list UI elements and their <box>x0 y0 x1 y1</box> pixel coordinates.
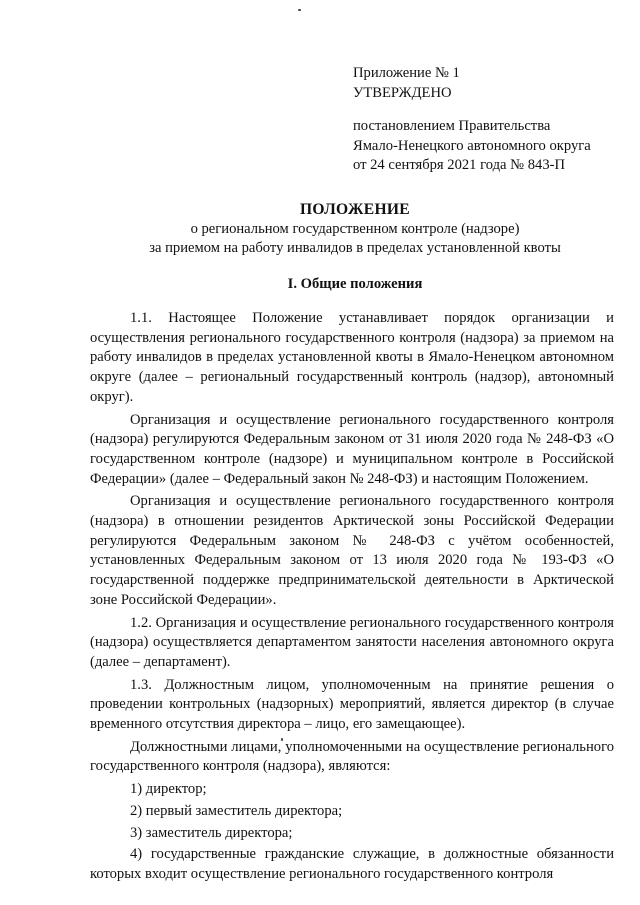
document-subtitle: о региональном государственном контроле (надзоре) <box>190 221 520 237</box>
list-item: 1) директор; <box>130 781 207 798</box>
document-body <box>90 309 614 887</box>
document-title-block <box>90 200 620 258</box>
paragraph: Организация и осуществление регионального государственного контроля (надзора) регулируются Федеральным законом от 31 июля 2020 года № 248-ФЗ «О государственном контроле (надзоре) и муниципальном контроле в Российской Федерации» (далее – Федеральный закон № 248-ФЗ) и настоящим Положением. <box>90 411 614 487</box>
list-item: 2) первый заместитель директора; <box>130 802 343 819</box>
approved-label: УТВЕРЖДЕНО <box>353 85 452 101</box>
document-subtitle: за приемом на работу инвалидов в пределах установленной квоты <box>149 240 561 256</box>
document-title: ПОЛОЖЕНИЕ <box>299 201 411 218</box>
paragraph: 1.3. Должностным лицом, уполномоченным на принятие решения о проведении контрольных (надзорных) мероприятий, является директор (в случае временного отсутствия директора – лицо, его замещающее). <box>90 676 614 733</box>
appendix-label: Приложение № 1 <box>353 65 460 81</box>
scan-speck <box>298 9 301 11</box>
paragraph: Организация и осуществление регионального государственного контроля (надзора) в отношении резидентов Арктической зоны Российской Федерации регулируются Федеральным законом № 248-ФЗ с учётом особенностей, установленных Федеральным законом от 13 июля 2020 года № 193-ФЗ «О государственной поддержке предпринимательской деятельности в Арктической зоне Российской Федерации». <box>90 493 614 608</box>
approval-stamp <box>353 63 623 103</box>
paragraph: 1.1. Настоящее Положение устанавливает порядок организации и осуществления регионального государственного контроля (надзора) за приемом на работу инвалидов в пределах установленной квоты в Ямало-Ненецком автономном округе (далее – региональный государственный контроль (надзор), автономный округ). <box>90 310 614 405</box>
paragraph: Должностными лицами, уполномоченными на осуществление регионального государственного контроля (надзора), являются: <box>90 738 614 775</box>
decree-reference <box>353 117 623 176</box>
list-item: 3) заместитель директора; <box>130 824 293 841</box>
paragraph: 1.2. Организация и осуществление регионального государственного контроля (надзора) осуществляется департаментом занятости населения автономного округа (далее – департамент). <box>90 614 614 670</box>
decree-line: Ямало-Ненецкого автономного округа <box>353 137 591 154</box>
decree-line: от 24 сентября 2021 года № 843-П <box>353 157 566 173</box>
section-heading: I. Общие положения <box>287 276 423 292</box>
list-item: 4) государственные гражданские служащие, в должностные обязанности которых входит осуществление регионального государственного контроля <box>90 846 614 882</box>
decree-line: постановлением Правительства <box>353 118 551 134</box>
